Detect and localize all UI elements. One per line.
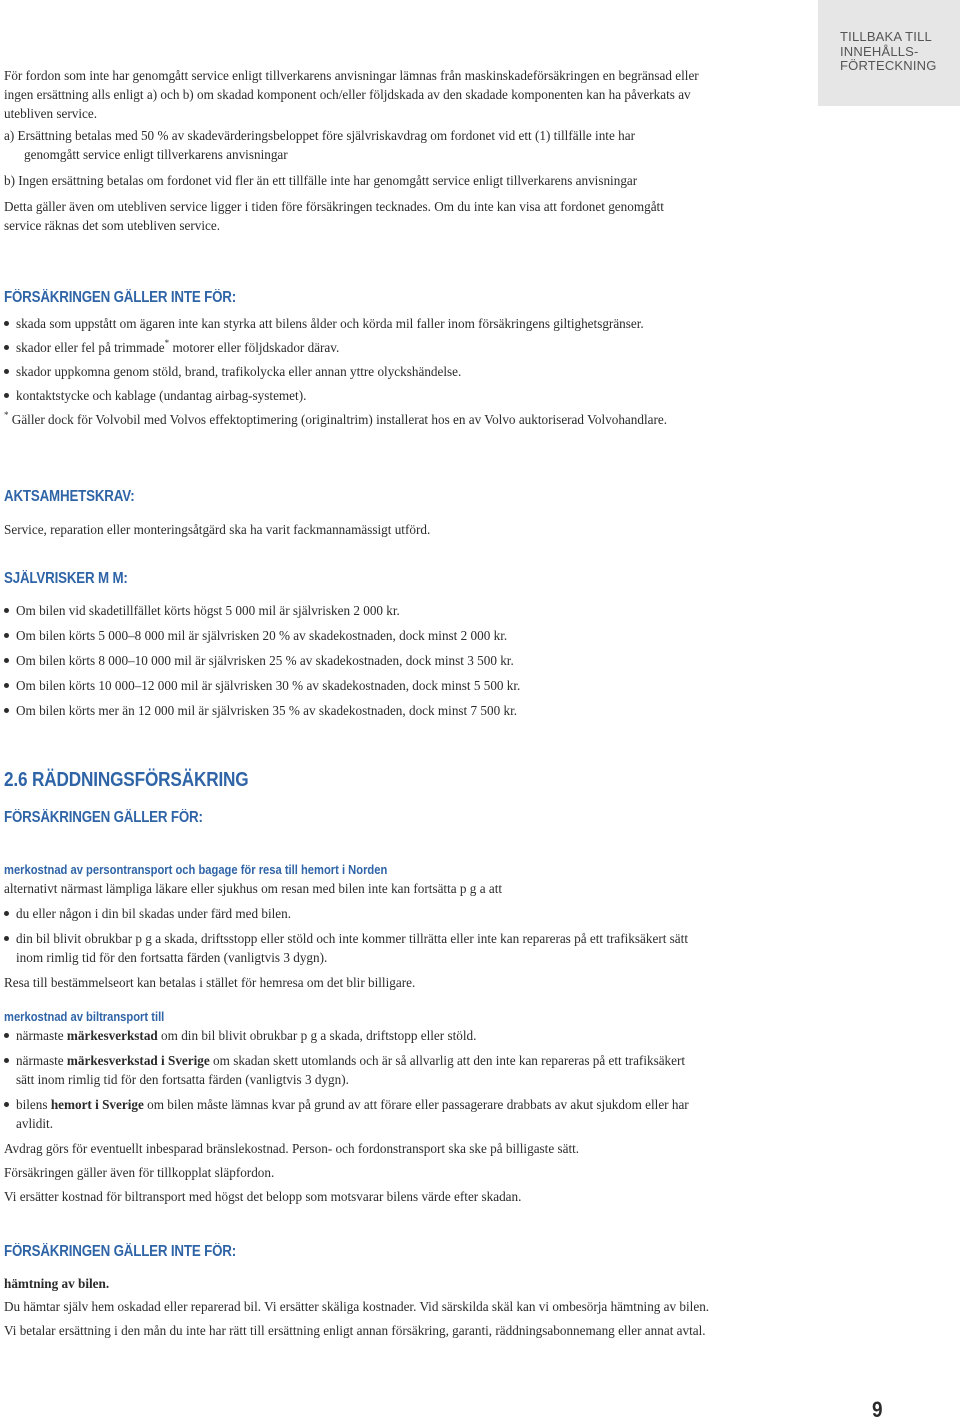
list-item: skador eller fel på trimmade* motorer eller följdskador därav. (4, 338, 884, 357)
list-item: Om bilen vid skadetillfället körts högst 5 000 mil är självrisken 2 000 kr. (4, 601, 884, 620)
rescue-exclusions-section (4, 1242, 724, 1340)
person-transport-note: Resa till bestämmelseort kan betalas i stället för hemresa om det blir billigare. (4, 975, 416, 990)
rescue-person-transport (4, 860, 704, 992)
person-transport-list (4, 904, 704, 967)
back-label-line3: FÖRTECKNING (840, 58, 937, 73)
fetching-bold-line: hämtning av bilen. (4, 1276, 110, 1291)
bullet-icon (4, 708, 9, 713)
list-item: kontaktstycke och kablage (undantag airbag-systemet). (4, 386, 884, 405)
intro-item-a: a) Ersättning betalas med 50 % av skadevärderingsbeloppet före självriskavdrag om fordonet vid ett (1) tillfälle inte har genomgått service enligt tillverkarens anvisningar (4, 128, 635, 162)
bullet-icon (4, 1102, 9, 1107)
deductibles-heading: SJÄLVRISKER M M: (4, 570, 128, 587)
list-item: närmaste märkesverkstad om din bil blivit obrukbar p g a skada, driftstopp eller stöld. (4, 1026, 704, 1045)
bullet-icon (4, 1058, 9, 1063)
car-transport-note-3: Vi ersätter kostnad för biltransport med högst det belopp som motsvarar bilens värde efter skadan. (4, 1189, 522, 1204)
list-item: Om bilen körts 8 000–10 000 mil är självrisken 25 % av skadekostnaden, dock minst 3 500 kr. (4, 651, 884, 670)
fetching-text-1: Du hämtar själv hem oskadad eller reparerad bil. Vi ersätter skäliga kostnader. Vid särskilda skäl kan vi ombesörja hämtning av bilen. (4, 1299, 710, 1314)
back-label-line2: INNEHÅLLS- (840, 43, 919, 59)
back-to-toc-button[interactable] (818, 0, 960, 106)
deductibles-section (4, 569, 884, 720)
bullet-icon (4, 345, 9, 350)
person-transport-subhead: merkostnad av persontransport och bagage för resa till hemort i Norden (4, 862, 388, 877)
list-item: Om bilen körts 5 000–8 000 mil är självrisken 20 % av skadekostnaden, dock minst 2 000 kr. (4, 626, 884, 645)
list-item: bilens hemort i Sverige om bilen måste lämnas kvar på grund av att förare eller passagerare drabbats av akut sjukdom eller har avlidit. (4, 1095, 704, 1133)
rescue-car-transport (4, 1007, 704, 1206)
intro-item-b: b) Ingen ersättning betalas om fordonet vid fler än ett tillfälle inte har genomgått service enligt tillverkarens anvisningar (4, 173, 638, 188)
rescue-exclusions-heading: FÖRSÄKRINGEN GÄLLER INTE FÖR: (4, 1243, 236, 1260)
car-transport-subhead: merkostnad av biltransport till (4, 1009, 165, 1024)
list-item: din bil blivit obrukbar p g a skada, driftsstopp eller stöld och inte kommer tillrätta eller inte kan repareras på ett trafiksäkert sätt inom rimlig tid för den fortsatta färden (vanligtvis 3 dygn). (4, 929, 704, 967)
footnote: * Gäller dock för Volvobil med Volvos effektoptimering (originaltrim) installerat hos en av Volvo auktoriserad Volvohandlare. (4, 410, 668, 427)
bullet-icon (4, 608, 9, 613)
list-item: du eller någon i din bil skadas under färd med bilen. (4, 904, 704, 923)
list-item: Om bilen körts 10 000–12 000 mil är självrisken 30 % av skadekostnaden, dock minst 5 500 kr. (4, 676, 884, 695)
rescue-heading: 2.6 RÄDDNINGSFÖRSÄKRING (4, 769, 249, 791)
exclusions-heading: FÖRSÄKRINGEN GÄLLER INTE FÖR: (4, 289, 236, 306)
bullet-icon (4, 1033, 9, 1038)
intro-section (4, 66, 704, 123)
exclusions-list (4, 314, 884, 405)
bullet-icon (4, 936, 9, 941)
intro-items (4, 126, 664, 235)
bullet-icon (4, 658, 9, 663)
car-transport-note-2: Försäkringen gäller även för tillkopplat släpfordon. (4, 1165, 275, 1180)
list-item: Om bilen körts mer än 12 000 mil är självrisken 35 % av skadekostnaden, dock minst 7 500 kr. (4, 701, 884, 720)
rescue-section (4, 771, 884, 827)
care-heading: AKTSAMHETSKRAV: (4, 488, 135, 505)
bullet-icon (4, 321, 9, 326)
care-section (4, 487, 884, 539)
deductibles-list (4, 601, 884, 720)
bullet-icon (4, 369, 9, 374)
bullet-icon (4, 911, 9, 916)
intro-note: Detta gäller även om utebliven service ligger i tiden före försäkringen tecknades. Om du inte kan visa att fordonet genomgått service räknas det som utebliven service. (4, 199, 664, 233)
car-transport-list (4, 1026, 704, 1133)
bullet-icon (4, 633, 9, 638)
person-transport-intro: alternativt närmast lämpliga läkare eller sjukhus om resan med bilen inte kan fortsätta p g a att (4, 881, 503, 896)
bullet-icon (4, 683, 9, 688)
care-text: Service, reparation eller monteringsåtgärd ska ha varit fackmannamässigt utförd. (4, 522, 431, 537)
back-label-line1: TILLBAKA TILL (840, 29, 932, 44)
fetching-text-2: Vi betalar ersättning i den mån du inte har rätt till ersättning enligt annan försäkring, garanti, räddningsabonnemang eller annat avtal. (4, 1323, 706, 1338)
intro-paragraph: För fordon som inte har genomgått service enligt tillverkarens anvisningar lämnas från maskinskadeförsäkringen en begränsad eller ingen ersättning alls enligt a) och b) om skadad komponent och/eller följdskada av den skadade komponenten kan ha påverkats av utebliven service. (4, 68, 699, 121)
list-item: skador uppkomna genom stöld, brand, trafikolycka eller annan yttre olyckshändelse. (4, 362, 884, 381)
list-item: skada som uppstått om ägaren inte kan styrka att bilens ålder och körda mil faller inom försäkringens giltighetsgränser. (4, 314, 884, 333)
page-number: 9 (872, 1397, 883, 1422)
car-transport-note-1: Avdrag görs för eventuellt inbesparad bränslekostnad. Person- och fordonstransport ska ske på billigaste sätt. (4, 1141, 580, 1156)
list-item: närmaste märkesverkstad i Sverige om skadan skett utomlands och är så allvarlig att den inte kan repareras på ett trafiksäkert sätt inom rimlig tid för den fortsatta färden (vanligtvis 3 dygn). (4, 1051, 704, 1089)
bullet-icon (4, 393, 9, 398)
exclusions-section (4, 288, 884, 429)
rescue-applies-heading: FÖRSÄKRINGEN GÄLLER FÖR: (4, 809, 203, 826)
